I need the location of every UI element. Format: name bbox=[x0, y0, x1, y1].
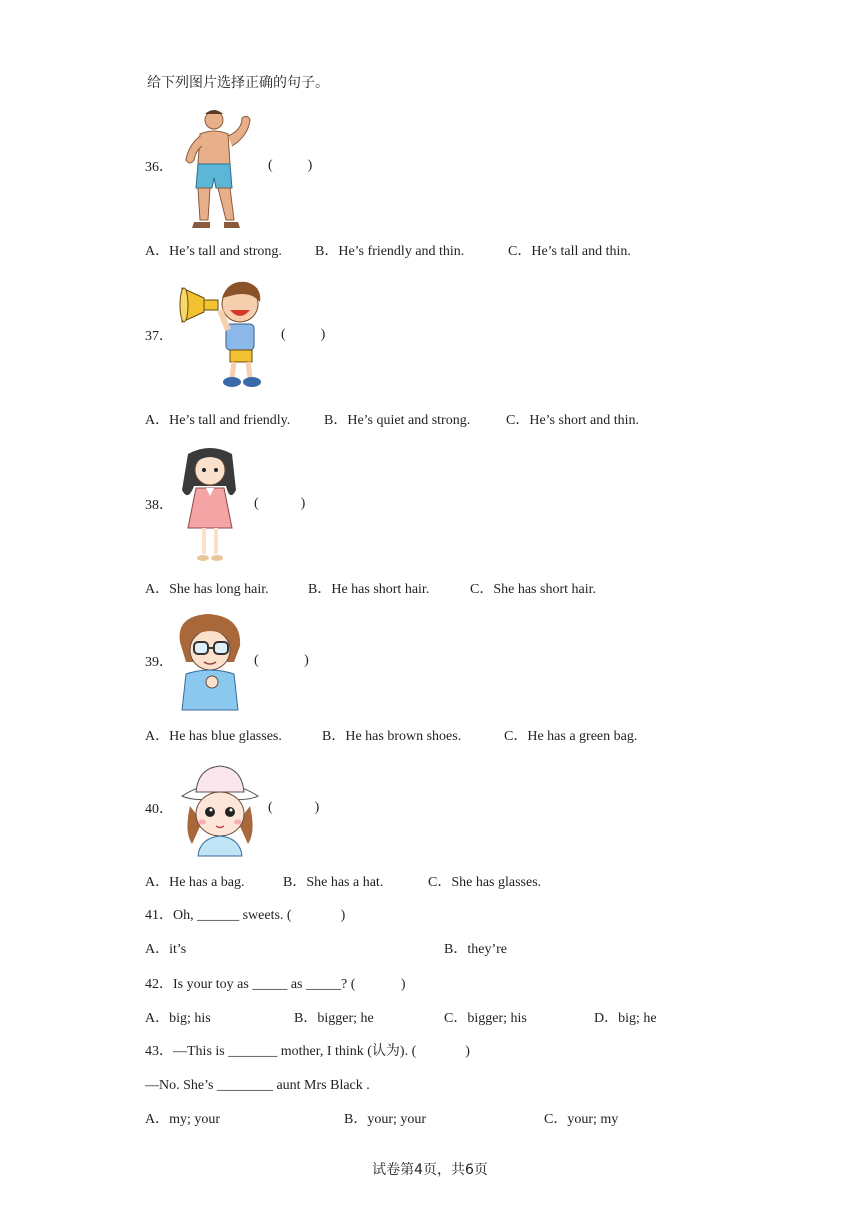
q40-option-b[interactable]: B．She has a hat. bbox=[283, 875, 384, 890]
q38-answer-blank[interactable]: ( ) bbox=[254, 496, 306, 511]
q40-number: 40． bbox=[145, 802, 173, 817]
q36-number: 36． bbox=[145, 160, 173, 175]
q40-answer-blank[interactable]: ( ) bbox=[268, 800, 320, 815]
strong-man-illustration bbox=[180, 106, 254, 230]
q43-line2: —No. She’s ________ aunt Mrs Black . bbox=[145, 1078, 370, 1093]
q43-stem: 43．—This is _______ mother, I think (认为). ( ) bbox=[145, 1044, 470, 1059]
page-footer: 试卷第4页，共6页 bbox=[372, 1162, 488, 1178]
girl-long-hair-illustration bbox=[176, 446, 244, 566]
q42-option-b[interactable]: B．bigger; he bbox=[294, 1011, 374, 1026]
q42-stem: 42．Is your toy as _____ as _____? ( ) bbox=[145, 977, 406, 992]
q42-option-d[interactable]: D．big; he bbox=[594, 1011, 657, 1026]
q37-answer-blank[interactable]: ( ) bbox=[281, 327, 326, 342]
q38-option-c[interactable]: C．She has short hair. bbox=[470, 582, 596, 597]
q41-option-b[interactable]: B．they’re bbox=[444, 942, 507, 957]
q43-option-a[interactable]: A．my; your bbox=[145, 1112, 221, 1127]
q41-stem: 41．Oh, ______ sweets. ( ) bbox=[145, 908, 346, 923]
boy-megaphone-illustration bbox=[178, 278, 278, 390]
q40-option-a[interactable]: A．He has a bag. bbox=[145, 875, 245, 890]
q42-option-a[interactable]: A．big; his bbox=[145, 1011, 211, 1026]
boy-glasses-illustration bbox=[172, 612, 248, 712]
q36-answer-blank[interactable]: ( ) bbox=[268, 158, 313, 173]
girl-hat-illustration bbox=[176, 762, 264, 858]
q37-option-b[interactable]: B．He’s quiet and strong. bbox=[324, 413, 471, 428]
q42-option-c[interactable]: C．bigger; his bbox=[444, 1011, 527, 1026]
q39-option-a[interactable]: A．He has blue glasses. bbox=[145, 729, 282, 744]
q39-answer-blank[interactable]: ( ) bbox=[254, 653, 309, 668]
q37-number: 37． bbox=[145, 329, 173, 344]
q38-option-b[interactable]: B．He has short hair. bbox=[308, 582, 430, 597]
q43-option-b[interactable]: B．your; your bbox=[344, 1112, 427, 1127]
instruction: 给下列图片选择正确的句子。 bbox=[147, 75, 329, 91]
q38-number: 38． bbox=[145, 498, 173, 513]
q43-option-c[interactable]: C．your; my bbox=[544, 1112, 619, 1127]
q38-option-a[interactable]: A．She has long hair. bbox=[145, 582, 269, 597]
q36-option-c[interactable]: C．He’s tall and thin. bbox=[508, 244, 631, 259]
q39-option-c[interactable]: C．He has a green bag. bbox=[504, 729, 638, 744]
q39-number: 39． bbox=[145, 655, 173, 670]
q40-option-c[interactable]: C．She has glasses. bbox=[428, 875, 542, 890]
q36-option-a[interactable]: A．He’s tall and strong. bbox=[145, 244, 282, 259]
q37-option-a[interactable]: A．He’s tall and friendly. bbox=[145, 413, 291, 428]
q37-option-c[interactable]: C．He’s short and thin. bbox=[506, 413, 639, 428]
q36-option-b[interactable]: B．He’s friendly and thin. bbox=[315, 244, 465, 259]
q41-option-a[interactable]: A．it’s bbox=[145, 942, 187, 957]
q39-option-b[interactable]: B．He has brown shoes. bbox=[322, 729, 462, 744]
